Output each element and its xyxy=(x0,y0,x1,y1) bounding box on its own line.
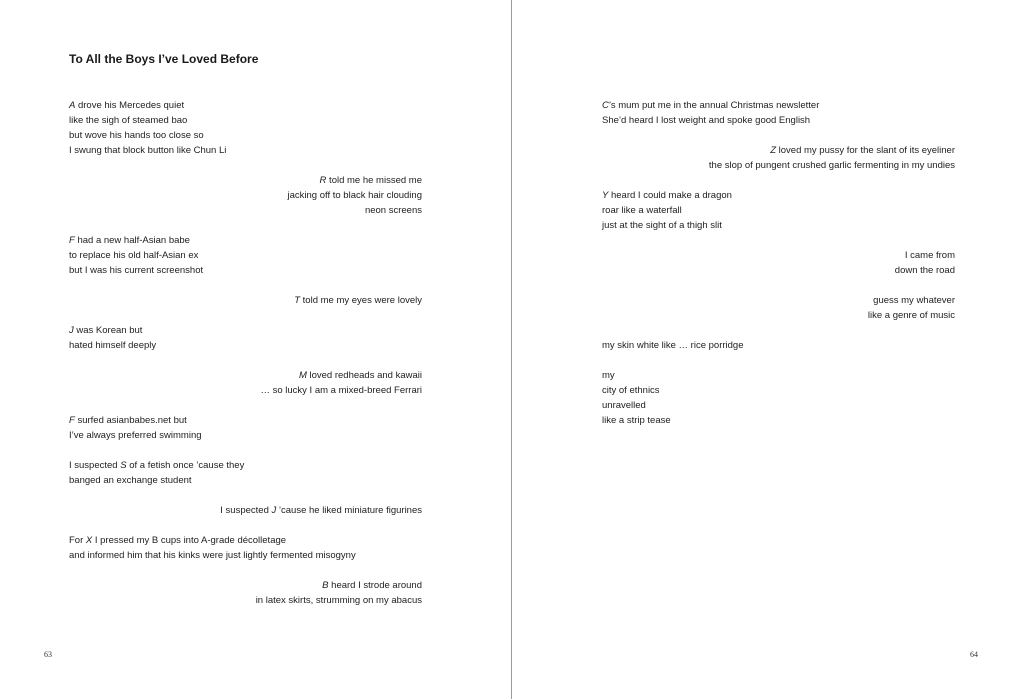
line-text: banged an exchange student xyxy=(69,475,192,486)
poem-line xyxy=(69,98,422,113)
poem-line xyxy=(602,203,955,218)
italic-initial: T xyxy=(294,295,301,306)
poem-line xyxy=(69,263,422,278)
line-text: surfed asianbabes.net but xyxy=(74,415,187,426)
stanza xyxy=(602,248,955,278)
line-text: … so lucky I am a mixed-breed Ferrari xyxy=(260,385,422,396)
poem-line xyxy=(602,98,955,113)
line-text: in latex skirts, strumming on my abacus xyxy=(255,595,422,606)
poem-line xyxy=(69,503,422,518)
poem-line xyxy=(602,293,955,308)
poem-line xyxy=(69,578,422,593)
poem-line xyxy=(69,473,422,488)
line-text: heard I strode around xyxy=(328,580,422,591)
stanza xyxy=(602,143,955,173)
line-text: For xyxy=(69,535,86,546)
line-text: of a fetish once ’cause they xyxy=(126,460,245,471)
poem-line xyxy=(69,383,422,398)
poem-line xyxy=(602,158,955,173)
poem-line xyxy=(69,338,422,353)
line-text: heard I could make a dragon xyxy=(608,190,732,201)
line-text: I pressed my B cups into A-grade décolletage xyxy=(92,535,287,546)
poem-line xyxy=(69,203,422,218)
italic-initial: J xyxy=(69,325,74,336)
stanza xyxy=(69,98,422,158)
poem-line xyxy=(602,398,955,413)
line-text: just at the sight of a thigh slit xyxy=(602,220,722,231)
line-text: I swung that block button like Chun Li xyxy=(69,145,227,156)
line-text: jacking off to black hair clouding xyxy=(287,190,422,201)
stanza xyxy=(69,503,422,518)
line-text: my xyxy=(602,370,615,381)
page-number-right: 64 xyxy=(970,650,978,659)
poem-line xyxy=(602,248,955,263)
right-poem-column xyxy=(602,98,955,428)
poem-line xyxy=(69,113,422,128)
line-text: loved redheads and kawaii xyxy=(306,370,422,381)
stanza xyxy=(602,188,955,233)
line-text: told me he missed me xyxy=(326,175,422,186)
poem-line xyxy=(69,128,422,143)
line-text: like the sigh of steamed bao xyxy=(69,115,188,126)
line-text: told me my eyes were lovely xyxy=(300,295,422,306)
line-text: I suspected xyxy=(69,460,121,471)
poem-line xyxy=(69,413,422,428)
line-text: the slop of pungent crushed garlic fermenting in my undies xyxy=(708,160,955,171)
stanza xyxy=(69,458,422,488)
stanza xyxy=(69,323,422,353)
stanza xyxy=(69,368,422,398)
line-text: to replace his old half-Asian ex xyxy=(69,250,199,261)
poem-line xyxy=(69,458,422,473)
poem-line xyxy=(69,248,422,263)
poem-line xyxy=(69,323,422,338)
stanza xyxy=(602,293,955,323)
line-text: like a strip tease xyxy=(602,415,671,426)
poem-title: To All the Boys I’ve Loved Before xyxy=(69,52,259,66)
line-text: I’ve always preferred swimming xyxy=(69,430,202,441)
poem-line xyxy=(69,233,422,248)
poem-line xyxy=(69,188,422,203)
line-text: had a new half-Asian babe xyxy=(74,235,190,246)
poem-line xyxy=(602,383,955,398)
italic-initial: C xyxy=(602,100,609,111)
italic-initial: F xyxy=(69,235,75,246)
stanza xyxy=(602,368,955,428)
poem-line xyxy=(602,413,955,428)
line-text: I suspected xyxy=(220,505,272,516)
left-page xyxy=(0,0,511,699)
poem-line xyxy=(602,218,955,233)
line-text: She’d heard I lost weight and spoke good English xyxy=(602,115,811,126)
line-text: I came from xyxy=(904,250,955,261)
poem-line xyxy=(69,428,422,443)
line-text: drove his Mercedes quiet xyxy=(75,100,185,111)
stanza xyxy=(69,413,422,443)
line-text: unravelled xyxy=(602,400,646,411)
line-text: neon screens xyxy=(364,205,422,216)
poem-line xyxy=(602,368,955,383)
line-text: but wove his hands too close so xyxy=(69,130,204,141)
poem-line xyxy=(602,188,955,203)
stanza xyxy=(69,173,422,218)
stanza xyxy=(602,338,955,353)
italic-initial: R xyxy=(319,175,327,186)
line-text: roar like a waterfall xyxy=(602,205,682,216)
poem-line xyxy=(602,143,955,158)
poem-line xyxy=(69,143,422,158)
stanza xyxy=(602,98,955,128)
right-page xyxy=(512,0,1024,699)
stanza xyxy=(69,533,422,563)
poem-line xyxy=(69,293,422,308)
stanza xyxy=(69,233,422,278)
left-poem-column xyxy=(69,98,422,608)
line-text: loved my pussy for the slant of its eyeliner xyxy=(776,145,955,156)
italic-initial: X xyxy=(85,535,93,546)
poem-line xyxy=(69,548,422,563)
italic-initial: J xyxy=(271,505,277,516)
italic-initial: A xyxy=(69,100,76,111)
poem-line xyxy=(602,308,955,323)
italic-initial: F xyxy=(69,415,75,426)
page-number-left: 63 xyxy=(44,650,52,659)
line-text: ’s mum put me in the annual Christmas newsletter xyxy=(608,100,820,111)
line-text: like a genre of music xyxy=(867,310,955,321)
stanza xyxy=(69,293,422,308)
poem-line xyxy=(69,368,422,383)
line-text: and informed him that his kinks were just lightly fermented misogyny xyxy=(69,550,356,561)
poem-line xyxy=(602,338,955,353)
italic-initial: M xyxy=(298,370,307,381)
poem-line xyxy=(602,263,955,278)
italic-initial: S xyxy=(120,460,127,471)
line-text: guess my whatever xyxy=(873,295,955,306)
line-text: but I was his current screenshot xyxy=(69,265,204,276)
line-text: was Korean but xyxy=(73,325,143,336)
line-text: hated himself deeply xyxy=(69,340,157,351)
line-text: city of ethnics xyxy=(602,385,660,396)
stanza xyxy=(69,578,422,608)
italic-initial: Y xyxy=(602,190,609,201)
poem-line xyxy=(69,593,422,608)
italic-initial: B xyxy=(322,580,329,591)
poem-line xyxy=(69,533,422,548)
line-text: my skin white like … rice porridge xyxy=(602,340,744,351)
italic-initial: Z xyxy=(770,145,776,156)
poem-line xyxy=(602,113,955,128)
line-text: ’cause he liked miniature figurines xyxy=(276,505,422,516)
poem-line xyxy=(69,173,422,188)
line-text: down the road xyxy=(894,265,955,276)
